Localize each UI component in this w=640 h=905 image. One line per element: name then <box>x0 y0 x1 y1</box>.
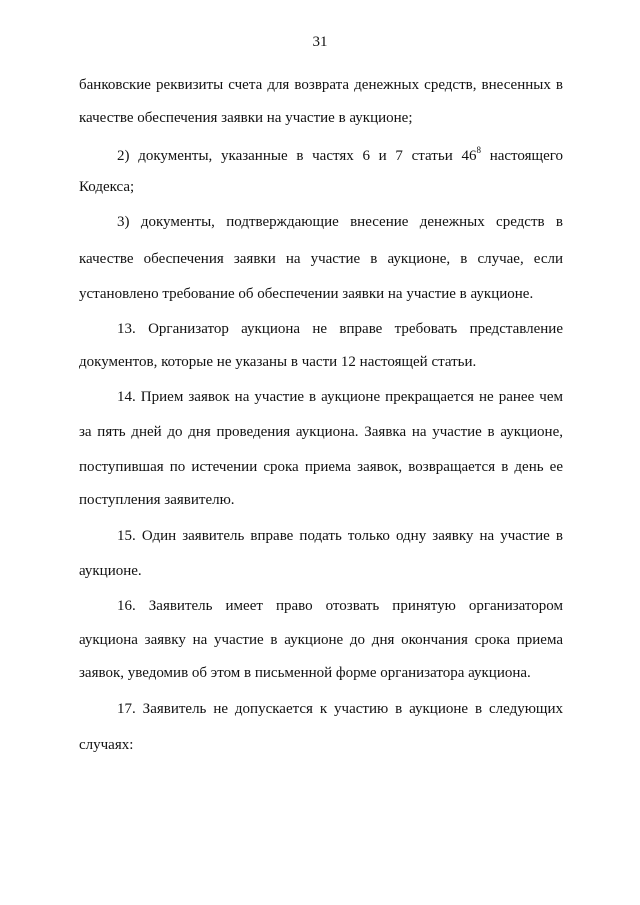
text-line: 15. Один заявитель вправе подать только одну заявку на участие в <box>117 528 563 544</box>
text-line <box>117 146 563 166</box>
text-line: качестве обеспечения заявки на участие в аукционе, в случае, если <box>79 251 563 267</box>
text-line: заявок, уведомив об этом в письменной форме организатора аукциона. <box>79 665 531 681</box>
text-line: 17. Заявитель не допускается к участию в аукционе в следующих <box>117 701 563 717</box>
text-line: 3) документы, подтверждающие внесение денежных средств в <box>117 214 563 230</box>
text-line: банковские реквизиты счета для возврата денежных средств, внесенных в <box>79 77 563 93</box>
text-segment: настоящего <box>489 148 564 164</box>
superscript: 8 <box>476 145 481 155</box>
text-line: 14. Прием заявок на участие в аукционе прекращается не ранее чем <box>117 389 563 405</box>
text-line: аукциона заявку на участие в аукционе до дня окончания срока приема <box>79 632 563 648</box>
text-line: поступившая по истечении срока приема заявок, возвращается в день ее <box>79 459 563 475</box>
text-line: 13. Организатор аукциона не вправе требовать представление <box>117 321 563 337</box>
text-line: случаях: <box>79 737 134 753</box>
text-line: за пять дней до дня проведения аукциона. Заявка на участие в аукционе, <box>79 424 563 440</box>
text-line: 16. Заявитель имеет право отозвать принятую организатором <box>117 598 563 614</box>
text-line: Кодекса; <box>79 179 135 195</box>
text-line: аукционе. <box>79 563 142 579</box>
page-number: 31 <box>312 34 328 50</box>
text-line: качестве обеспечения заявки на участие в аукционе; <box>79 110 413 126</box>
text-line: поступления заявителю. <box>79 492 235 508</box>
text-line: документов, которые не указаны в части 12 настоящей статьи. <box>79 354 477 370</box>
text-segment: 2) документы, указанные в частях 6 и 7 статьи 46 <box>117 148 477 164</box>
text-line: установлено требование об обеспечении заявки на участие в аукционе. <box>79 286 534 302</box>
